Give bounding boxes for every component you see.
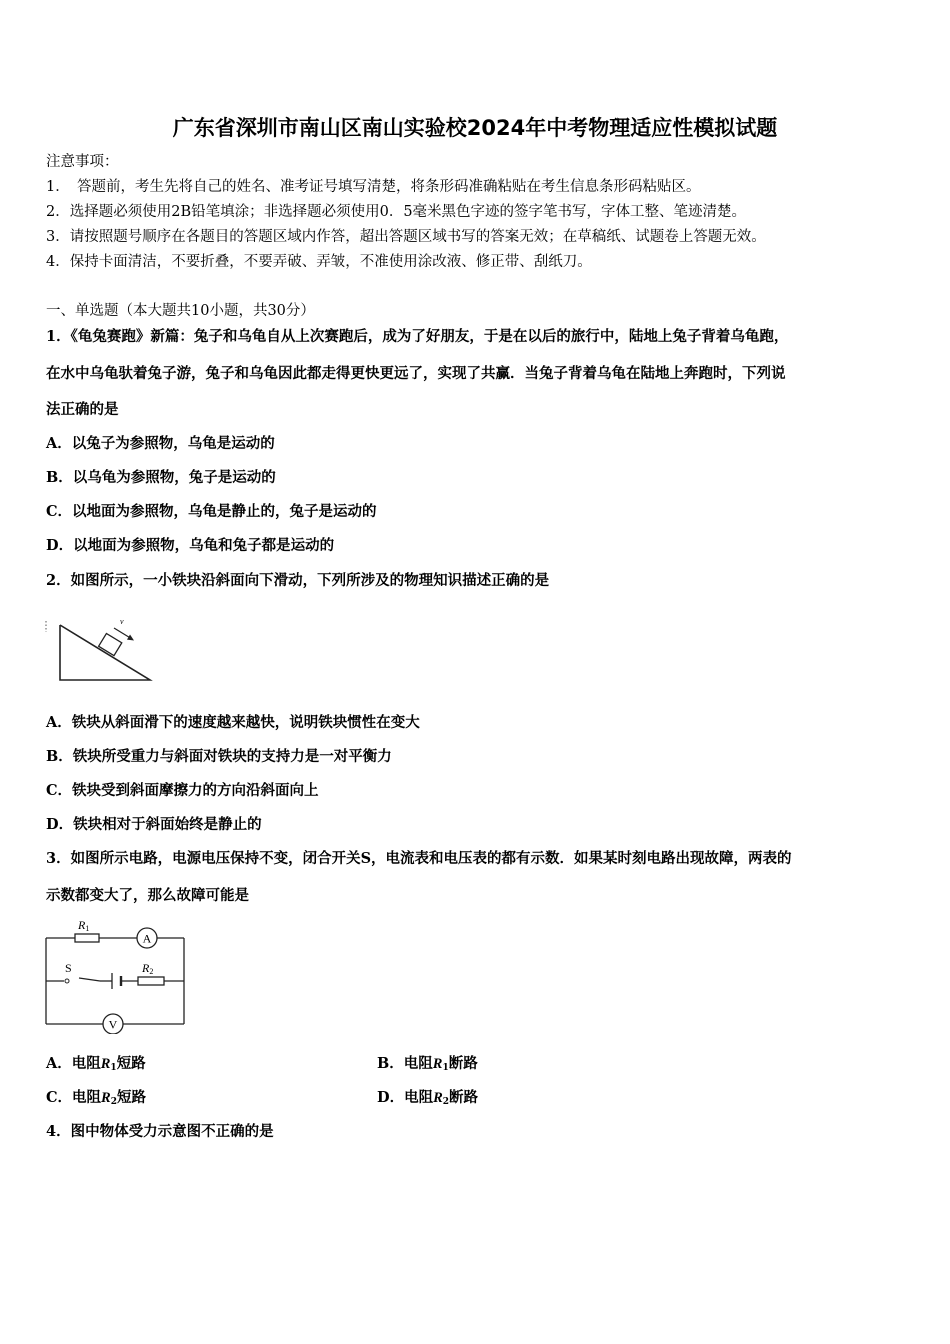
q2-option-b: B．铁块所受重力与斜面对铁块的支持力是一对平衡力	[46, 748, 392, 765]
switch-label: S	[65, 961, 72, 975]
velocity-label: v	[120, 617, 124, 626]
q3-option-d-prefix: D．电阻	[377, 1089, 434, 1106]
q3-option-b-var: R	[432, 1056, 443, 1072]
q3-option-b-suffix: 断路	[448, 1055, 478, 1072]
q1-option-b: B．以乌龟为参照物，兔子是运动的	[46, 469, 276, 486]
incline-slope	[60, 625, 150, 680]
q3-option-c-suffix: 短路	[116, 1089, 146, 1106]
q3-option-a-var: R	[100, 1056, 111, 1072]
q1-option-d: D．以地面为参照物，乌龟和兔子都是运动的	[46, 537, 335, 554]
notice-item-2: 2．选择题必须使用2B铅笔填涂；非选择题必须使用0．5毫米黑色字迹的签字笔书写，字体工整、笔迹清楚。	[46, 204, 747, 220]
q3-option-c-sub: 2	[110, 1097, 117, 1107]
incline-figure	[42, 612, 160, 688]
q3-option-a-suffix: 短路	[116, 1055, 146, 1072]
page-title: 广东省深圳市南山区南山实验校2024年中考物理适应性模拟试题	[172, 116, 778, 140]
q1-stem-line-2: 在水中乌龟驮着兔子游，兔子和乌龟因此都走得更快更远了，实现了共赢．当兔子背着乌龟在陆地上奔跑时，下列说	[46, 365, 786, 382]
velocity-arrowhead	[127, 635, 134, 641]
voltmeter-label: V	[108, 1017, 118, 1032]
q2-option-c: C．铁块受到斜面摩擦力的方向沿斜面向上	[46, 782, 319, 799]
q3-option-a-prefix: A．电阻	[46, 1055, 101, 1072]
q3-option-d-sub: 2	[442, 1097, 450, 1107]
q1-stem-line-3: 法正确的是	[46, 401, 119, 418]
resistor-r2	[138, 977, 164, 985]
q3-stem-line-1: 3．如图所示电路，电源电压保持不变，闭合开关S，电流表和电压表的都有示数．如果某时刻电路出现故障，两表的	[46, 850, 792, 867]
circuit-diagram	[40, 914, 190, 1034]
q3-stem-line-2: 示数都变大了，那么故障可能是	[46, 887, 249, 904]
ammeter-label: A	[142, 931, 152, 946]
q2-option-a: A．铁块从斜面滑下的速度越来越快，说明铁块惯性在变大	[46, 714, 420, 731]
notice-item-1: 1． 答题前，考生先将自己的姓名、准考证号填写清楚，将条形码准确粘贴在考生信息条形码粘贴区。	[46, 179, 701, 195]
resistor-r1	[75, 934, 99, 942]
q1-stem-line-1: 1．《龟兔赛跑》新篇：兔子和乌龟自从上次赛跑后，成为了好朋友，于是在以后的旅行中，陆地上兔子背着乌龟跑，	[46, 328, 789, 345]
q3-option-c-prefix: C．电阻	[46, 1089, 102, 1106]
q3-option-d-var: R	[433, 1090, 443, 1106]
q2-option-d: D．铁块相对于斜面始终是静止的	[46, 816, 262, 833]
notice-heading: 注意事项：	[46, 154, 119, 170]
q3-option-d	[377, 1089, 478, 1111]
q3-option-b-sub: 1	[442, 1063, 449, 1073]
switch	[65, 979, 69, 983]
q3-option-a-sub: 1	[110, 1063, 117, 1073]
r2-label: R2	[142, 961, 154, 976]
q3-option-b-prefix: B．电阻	[377, 1055, 433, 1072]
q1-option-c: C．以地面为参照物，乌龟是静止的，兔子是运动的	[46, 503, 377, 520]
q2-stem: 2．如图所示，一小铁块沿斜面向下滑动，下列所涉及的物理知识描述正确的是	[46, 572, 550, 589]
q3-option-b	[377, 1055, 478, 1077]
q3-option-d-suffix: 断路	[449, 1089, 479, 1106]
q4-stem: 4．图中物体受力示意图不正确的是	[46, 1123, 274, 1140]
r1-label: R1	[78, 918, 90, 933]
notice-item-3: 3．请按照题号顺序在各题目的答题区域内作答，超出答题区域书写的答案无效；在草稿纸、试题卷上答题无效。	[46, 229, 766, 245]
section-heading: 一、单选题（本大题共10小题，共30分）	[46, 303, 315, 319]
notice-item-4: 4．保持卡面清洁，不要折叠，不要弄破、弄皱，不准使用涂改液、修正带、刮纸刀。	[46, 254, 592, 270]
q1-option-a: A．以兔子为参照物，乌龟是运动的	[46, 435, 275, 452]
iron-block	[99, 633, 122, 655]
q3-option-a	[46, 1055, 146, 1077]
q3-option-c	[46, 1089, 146, 1111]
q3-option-c-var: R	[101, 1090, 111, 1106]
